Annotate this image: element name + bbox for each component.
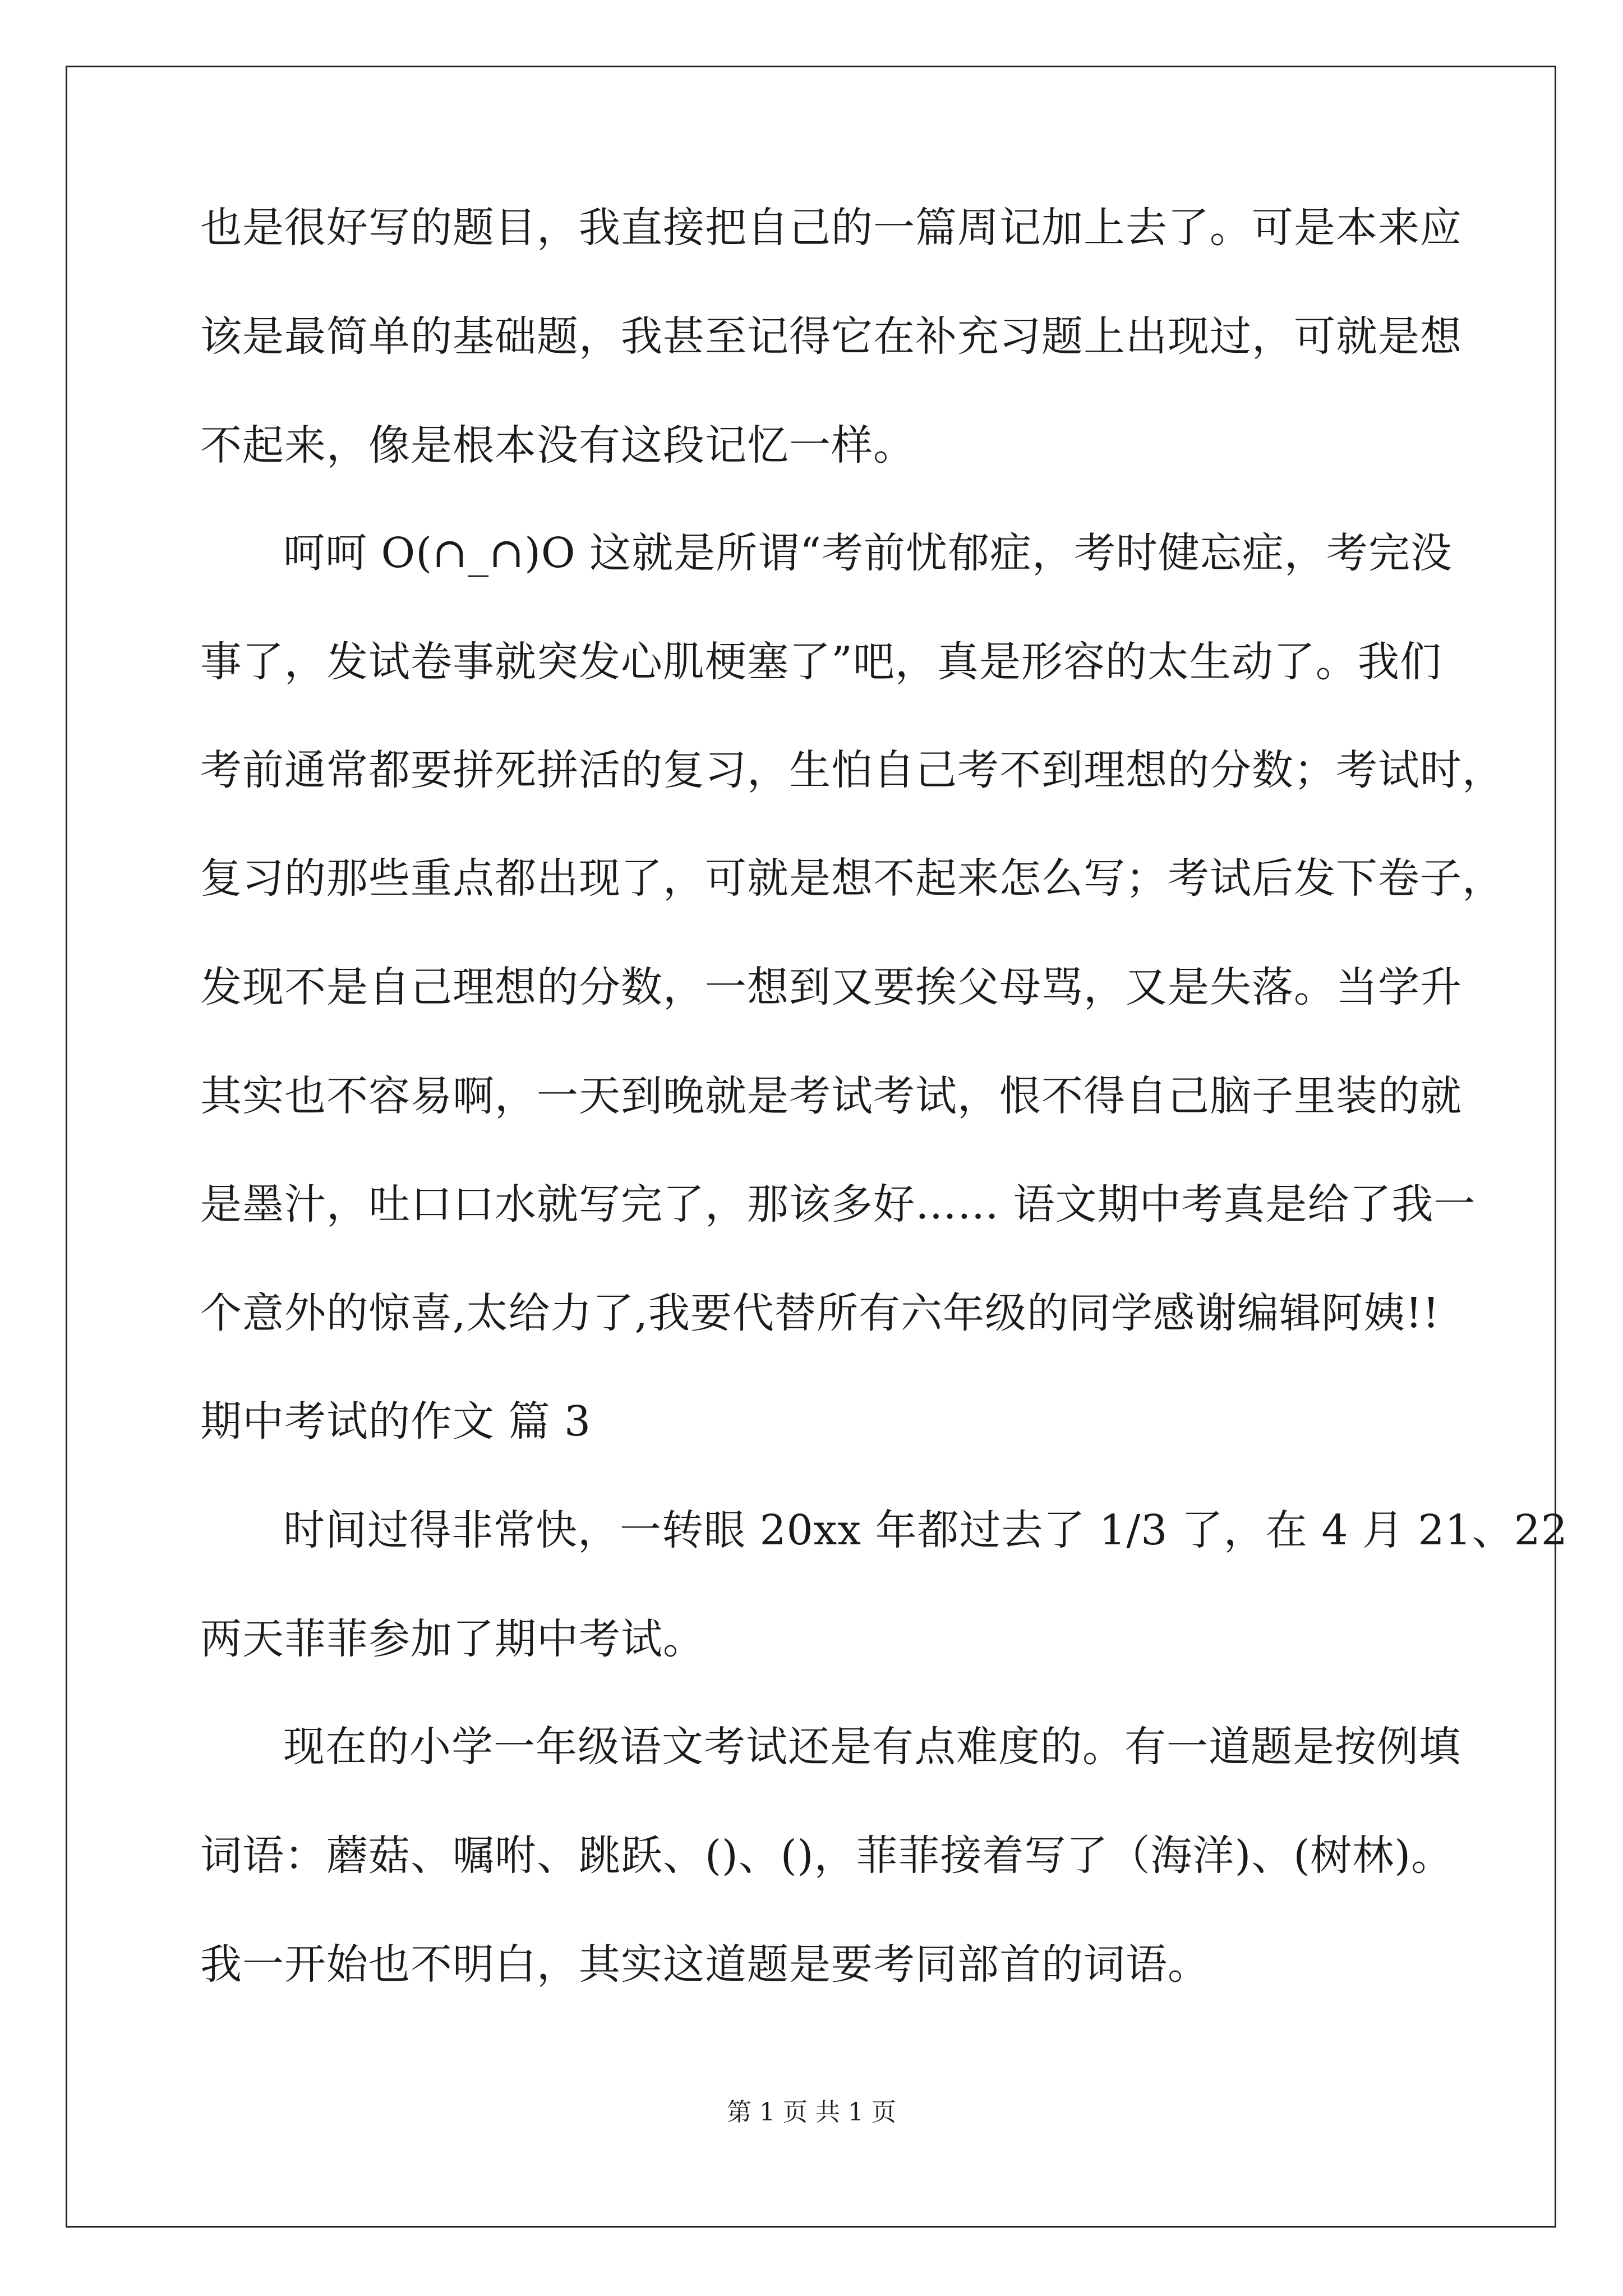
page-number-footer: 第 1 页 共 1 页 (727, 2098, 896, 2127)
text-line: 其实也不容易啊，一天到晚就是考试考试，恨不得自己脑子里装的就 (200, 1072, 1462, 1120)
paragraph-first-line: 现在的小学一年级语文考试还是有点难度的。有一道题是按例填 (283, 1723, 1461, 1771)
text-line: 两天菲菲参加了期中考试。 (200, 1615, 705, 1663)
page-border (66, 66, 1556, 2228)
section-heading: 期中考试的作文 篇 3 (200, 1397, 592, 1446)
text-line: 考前通常都要拼死拼活的复习，生怕自己考不到理想的分数；考试时， (200, 746, 1504, 794)
paragraph-first-line: 呵呵 O(∩_∩)O 这就是所谓“考前忧郁症，考时健忘症，考完没 (283, 529, 1453, 577)
text-line: 发现不是自己理想的分数，一想到又要挨父母骂，又是失落。当学升 (200, 963, 1462, 1011)
text-line: 是墨汁，吐口口水就写完了，那该多好…… 语文期中考真是给了我一 (200, 1180, 1476, 1228)
text-line: 该是最简单的基础题，我甚至记得它在补充习题上出现过，可就是想 (200, 312, 1462, 361)
text-line: 也是很好写的题目，我直接把自己的一篇周记加上去了。可是本来应 (200, 204, 1462, 252)
text-line: 个意外的惊喜,太给力了,我要代替所有六年级的同学感谢编辑阿姨!! (200, 1289, 1440, 1337)
text-line: 事了，发试卷事就突发心肌梗塞了”吧，真是形容的太生动了。我们 (200, 638, 1442, 686)
text-line: 不起来，像是根本没有这段记忆一样。 (200, 421, 915, 470)
paragraph-first-line: 时间过得非常快，一转眼 20xx 年都过去了 1/3 了，在 4 月 21、22 (283, 1506, 1568, 1554)
text-line: 我一开始也不明白，其实这道题是要考同部首的词语。 (200, 1940, 1210, 1989)
text-line: 复习的那些重点都出现了，可就是想不起来怎么写；考试后发下卷子， (200, 854, 1504, 903)
text-line: 词语：蘑菇、嘱咐、跳跃、()、()，菲菲接着写了（海洋)、(树林)。 (200, 1832, 1454, 1880)
